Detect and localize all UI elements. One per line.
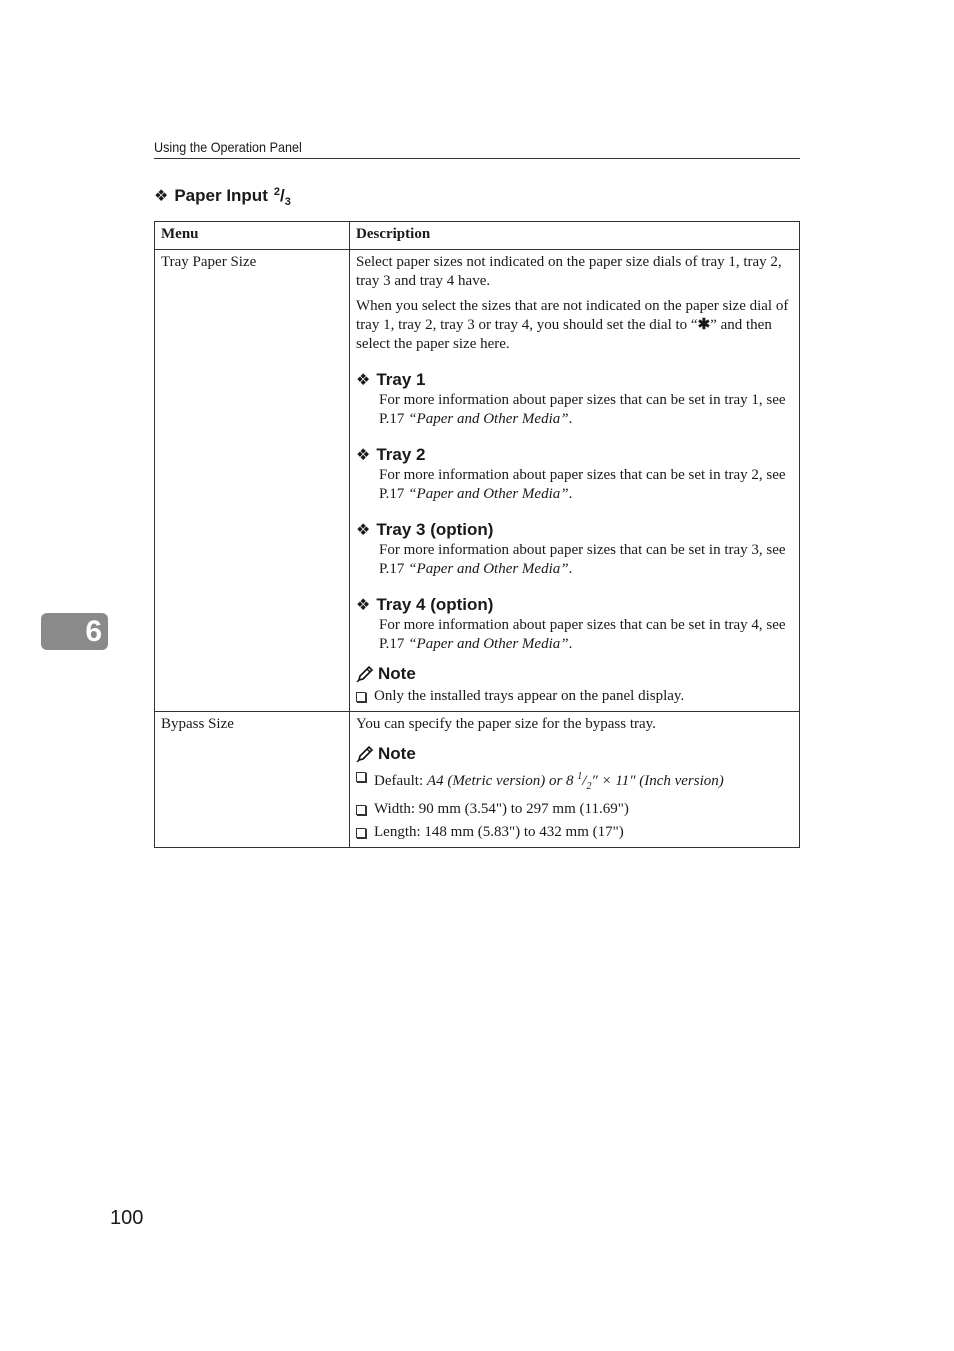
checkbox-bullet-icon	[356, 772, 366, 782]
table-row-bypass-size	[155, 712, 800, 848]
chapter-tab: 6	[41, 613, 108, 650]
menu-cell: Tray Paper Size	[155, 250, 350, 712]
subheading-text: Tray 1	[376, 370, 426, 389]
subheading-tray-3	[356, 520, 793, 539]
diamond-bullet-icon: ❖	[154, 186, 169, 205]
column-header-description: Description	[350, 222, 800, 250]
checkbox-bullet-icon	[356, 805, 366, 815]
description-cell	[350, 250, 800, 712]
body-text: For more information about paper sizes that can be set in tray 2, see P.17	[379, 467, 786, 502]
section-fraction	[274, 186, 291, 208]
table-header-row	[155, 222, 800, 250]
description-cell	[350, 712, 800, 848]
cross-reference-link[interactable]: “Paper and Other Media”	[408, 561, 569, 577]
checkbox-bullet-icon	[356, 828, 366, 838]
body-text: .	[568, 636, 573, 652]
default-label: Default:	[374, 773, 427, 789]
note-item	[356, 767, 793, 796]
default-frac-num: 1	[577, 771, 583, 782]
running-header: Using the Operation Panel	[154, 139, 302, 155]
fraction-denominator: 3	[284, 196, 291, 208]
section-title	[154, 186, 291, 208]
cross-reference-link[interactable]: “Paper and Other Media”	[408, 411, 569, 427]
column-header-menu: Menu	[155, 222, 350, 250]
description-paragraph	[356, 297, 793, 354]
subheading-tray-4	[356, 595, 793, 614]
diamond-bullet-icon: ❖	[356, 595, 371, 614]
subheading-text: Tray 3 (option)	[376, 520, 494, 539]
table-row-tray-paper-size	[155, 250, 800, 712]
body-text: .	[568, 561, 573, 577]
default-frac-den: 2	[586, 781, 592, 792]
body-text: For more information about paper sizes that can be set in tray 4, see P.17	[379, 617, 786, 652]
diamond-bullet-icon: ❖	[356, 445, 371, 464]
body-text: For more information about paper sizes that can be set in tray 3, see P.17	[379, 542, 786, 577]
diamond-bullet-icon: ❖	[356, 370, 371, 389]
note-heading	[356, 664, 793, 683]
subheading-body	[379, 541, 793, 579]
fraction-numerator: 2	[273, 186, 280, 198]
default-value-a: A4 (Metric version) or 8	[426, 773, 578, 789]
default-value	[426, 771, 724, 792]
pencil-note-icon	[356, 665, 374, 683]
default-value-b: ″ × 11″ (Inch version)	[591, 773, 724, 789]
paragraph-text: When you select the sizes that are not indicated on the paper size dial of tray 1, tray 2, tray 3 or tray 4, you should set the dial to “	[356, 298, 789, 333]
note-item-text	[374, 767, 724, 796]
subheading-text: Tray 2	[376, 445, 426, 464]
subheading-tray-1	[356, 370, 793, 389]
note-label: Note	[378, 744, 416, 763]
cross-reference-link[interactable]: “Paper and Other Media”	[408, 636, 569, 652]
paragraph-text: ” and then select the paper size here.	[356, 317, 772, 352]
checkbox-bullet-icon	[356, 692, 366, 702]
pencil-note-icon	[356, 745, 374, 763]
menu-table	[154, 221, 800, 848]
description-paragraph: You can specify the paper size for the bypass tray.	[356, 716, 656, 732]
note-item	[356, 823, 793, 842]
body-text: .	[568, 486, 573, 502]
default-frac-slash: /	[582, 773, 587, 789]
note-item	[356, 687, 793, 706]
cross-reference-link[interactable]: “Paper and Other Media”	[408, 486, 569, 502]
asterisk-symbol-icon: ✱	[697, 317, 711, 333]
page-number: 100	[110, 1207, 144, 1229]
note-label: Note	[378, 664, 416, 683]
subheading-body	[379, 466, 793, 504]
subheading-body	[379, 616, 793, 654]
subheading-text: Tray 4 (option)	[376, 595, 494, 614]
note-item	[356, 800, 793, 819]
note-heading	[356, 744, 793, 763]
body-text: For more information about paper sizes that can be set in tray 1, see P.17	[379, 392, 786, 427]
header-rule	[154, 158, 800, 159]
body-text: .	[568, 411, 573, 427]
note-item-text: Length: 148 mm (5.83") to 432 mm (17")	[374, 824, 624, 840]
note-item-text: Only the installed trays appear on the panel display.	[374, 688, 685, 704]
subheading-tray-2	[356, 445, 793, 464]
description-paragraph: Select paper sizes not indicated on the paper size dials of tray 1, tray 2, tray 3 and tray 4 have.	[356, 254, 782, 289]
diamond-bullet-icon: ❖	[356, 520, 371, 539]
section-title-text: Paper Input	[174, 186, 268, 205]
menu-cell: Bypass Size	[155, 712, 350, 848]
fraction-slash: /	[279, 186, 285, 205]
note-item-text: Width: 90 mm (3.54") to 297 mm (11.69")	[374, 801, 629, 817]
subheading-body	[379, 391, 793, 429]
